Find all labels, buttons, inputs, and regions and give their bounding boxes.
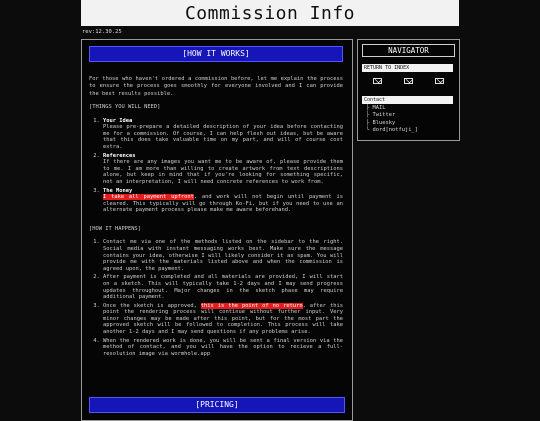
item-text: , and work will not begin until payment is cleared. This typically will go through Ko-Fi, but if you need to use an alternate payment process please make me aware beforehand. [103, 194, 344, 214]
envelope-icon[interactable] [373, 78, 382, 84]
item-text-post: , after this point the rendering process will continue without further input. Very minor changes may be made after this point, but for the most part the approved sketch will be followed to completion. This process will take another 1-2 days and I may send questions if any problems arise. [103, 302, 343, 336]
content-panel [81, 39, 353, 421]
contact-label: Contact [362, 96, 453, 104]
highlight-point-of-no-return: this is the point of no return [200, 302, 303, 309]
item-title: 1. Your Idea [103, 117, 133, 124]
item-text: After payment is completed and all materials are provided, I will start on a sketch. This will typically take 1-2 days and I may send progress updates throughout. Major changes in the sketch phase may require additional payment. [103, 274, 343, 301]
content-scroll[interactable] [89, 46, 343, 359]
list-item [103, 338, 343, 358]
list-item [103, 239, 343, 272]
item-text-pre: Once the sketch is approved, [103, 302, 201, 309]
subheading-how-it-happens: [HOW IT HAPPENS] [89, 225, 141, 232]
contact-link-bluesky[interactable]: ├ Bluesky [366, 119, 396, 126]
revision-label: rev:12.30.25 [82, 29, 122, 35]
item-text: Contact me via one of the methods listed on the sidebar to the right. Social media with instant messaging works best. Make sure the message contains your idea, otherwise I will likely consider it as spam. You will provide me with the materials listed above and when the commission is agreed upon, the payment. [103, 239, 343, 272]
highlight-upfront-payment: I take all payment upfront [103, 194, 194, 201]
envelope-icon[interactable] [435, 78, 444, 84]
section-heading-how-it-works: [HOW IT WORKS] [89, 46, 343, 62]
contact-links [366, 105, 454, 135]
process-list [89, 239, 343, 357]
needs-list [89, 118, 343, 214]
navigator-panel [357, 39, 460, 141]
mail-icon-row [362, 78, 455, 84]
item-title: 2. References [103, 152, 136, 159]
item-title: 3. The Money [103, 187, 133, 194]
item-text: When the rendered work is done, you will be sent a final version via the method of contact, and you will have the option to recieve a full-resolution image via wormhole.app [103, 337, 343, 357]
navigator-title: NAVIGATOR [362, 44, 455, 57]
page-title: Commission Info [81, 0, 459, 26]
contact-link-twitter[interactable]: ├ Twitter [366, 112, 396, 119]
return-to-index-link[interactable]: RETURN TO INDEX [362, 64, 453, 72]
list-item [103, 153, 343, 186]
item-text: Please pre-prepare a detailed description of your idea before contacting me for a commission. Of course, I can help flesh out ideas, but be aware that this does take valuable time on my part, and will of course cost extra. [103, 124, 343, 150]
contact-link-discord[interactable]: └ dord[notfuji_] [366, 127, 418, 134]
contact-link-mail[interactable]: ├ MAIL [366, 105, 386, 111]
list-item [103, 303, 343, 336]
subheading-things-you-will-need: [THINGS YOU WILL NEED] [89, 104, 161, 111]
list-item [103, 274, 343, 300]
item-text: If there are any images you want me to be aware of, please provide them to me. I am more than willing to create artwork from text descriptions alone, but keep in mind that if you're looking for something specific, not an interpretation, I will need concrete references to work from. [103, 159, 343, 185]
intro-text: For those who haven't ordered a commission before, let me explain the process to ensure the process goes smoothly for everyone involved and I can provide the best results possible. [89, 76, 343, 97]
section-heading-pricing: [PRICING] [89, 397, 345, 413]
list-item [103, 188, 343, 214]
envelope-icon[interactable] [404, 78, 413, 84]
list-item [103, 118, 343, 151]
